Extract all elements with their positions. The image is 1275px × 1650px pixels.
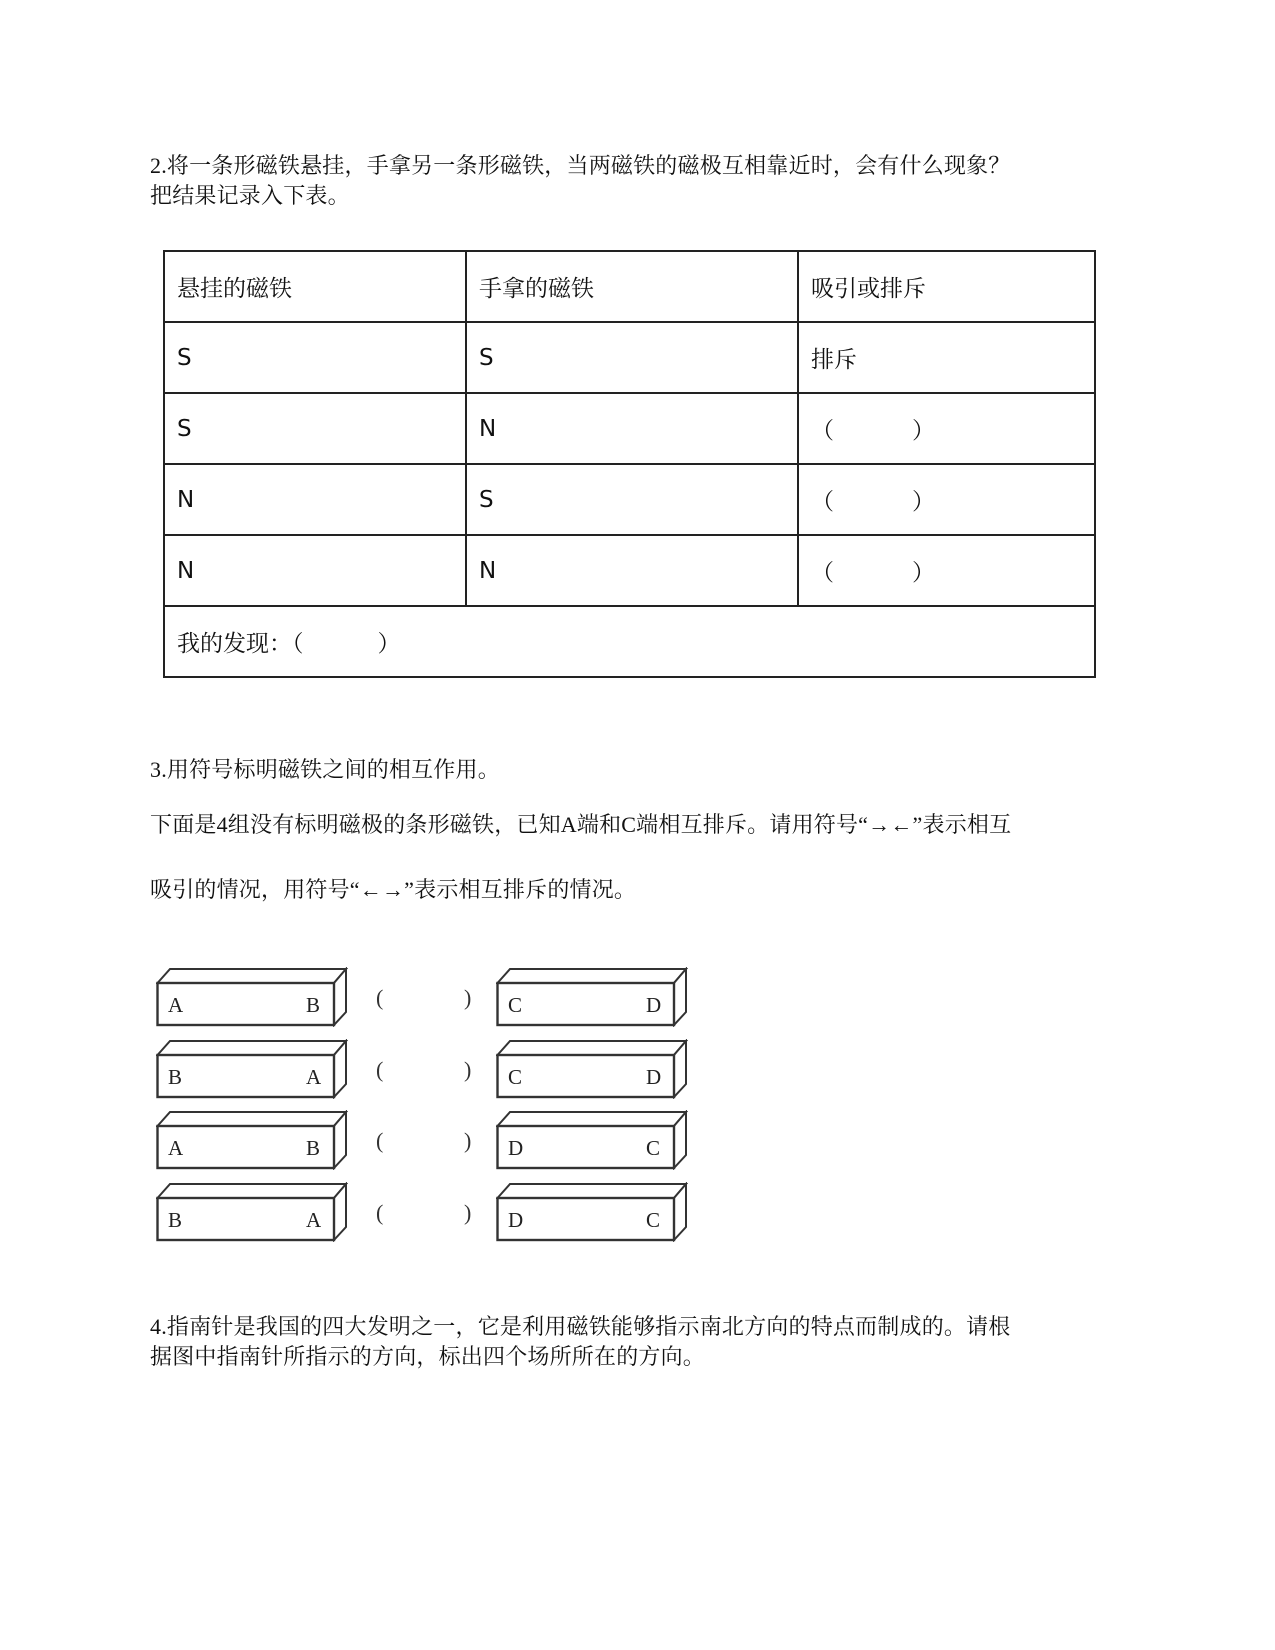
table-row [164,535,1095,606]
q2-text-line2: 把结果记录入下表。 [150,183,350,208]
cell-result-blank[interactable] [798,464,1095,535]
cell-hanging: N [164,464,466,535]
header-hanging-magnet: 悬挂的磁铁 [164,251,466,322]
q3-title: 3.用符号标明磁铁之间的相互作用。 [150,757,500,782]
pole-label: C [646,1136,661,1160]
bar-magnet-right [496,967,688,1027]
answer-paren-close[interactable]: ) [464,985,472,1010]
cell-hanging: N [164,535,466,606]
pole-label: C [646,1208,661,1232]
cell-handheld: N [466,535,798,606]
pole-label: D [646,993,662,1017]
magnet-pairs-figure [150,960,710,1260]
header-handheld-magnet: 手拿的磁铁 [466,251,798,322]
bar-magnet-left [156,1039,348,1099]
header-attract-or-repel: 吸引或排斥 [798,251,1095,322]
table-row [164,464,1095,535]
paren-close: ） [912,418,935,444]
q4-text-line2: 据图中指南针所指示的方向，标出四个场所所在的方向。 [150,1344,706,1369]
bar-magnet-right [496,1039,688,1099]
pole-label: A [306,1208,322,1232]
bar-magnet-left [156,967,348,1027]
answer-paren-close[interactable]: ) [464,1200,472,1225]
pole-label: A [168,993,184,1017]
table-row [164,322,1095,393]
pole-label: A [306,1065,322,1089]
bar-magnet-left [156,1110,348,1170]
paren-open: （ [811,489,834,515]
cell-result: 排斥 [798,322,1095,393]
answer-paren-close[interactable]: ) [464,1057,472,1082]
answer-paren-open[interactable]: ( [376,1200,384,1225]
magnet-pair-row [150,1110,710,1176]
cell-result-blank[interactable] [798,535,1095,606]
finding-label: 我的发现：（ [177,631,304,657]
magnet-pair-row [150,1039,710,1105]
pole-label: B [306,993,321,1017]
pole-label: B [306,1136,321,1160]
pole-label: D [508,1136,524,1160]
answer-paren-close[interactable]: ) [464,1128,472,1153]
paren-open: （ [811,560,834,586]
finding-close: ） [377,631,401,657]
table-row [164,393,1095,464]
cell-hanging: S [164,393,466,464]
bar-magnet-right [496,1182,688,1242]
answer-paren-open[interactable]: ( [376,1057,384,1082]
pole-label: B [168,1065,183,1089]
magnet-result-table [163,250,1096,678]
magnet-pair-row [150,967,710,1033]
answer-paren-open[interactable]: ( [376,1128,384,1153]
cell-handheld: S [466,464,798,535]
pole-label: A [168,1136,184,1160]
table-finding-row [164,606,1095,677]
cell-handheld: N [466,393,798,464]
magnet-pair-row [150,1182,710,1248]
q4-text-line1: 4.指南针是我国的四大发明之一，它是利用磁铁能够指示南北方向的特点而制成的。请根 [150,1314,1011,1339]
pole-label: D [508,1208,524,1232]
paren-open: （ [811,418,834,444]
paren-close: ） [912,489,935,515]
q3-text-line1: 下面是4组没有标明磁极的条形磁铁，已知A端和C端相互排斥。请用符号“→←”表示相互 [150,812,1012,837]
paren-close: ） [912,560,935,586]
pole-label: C [508,993,523,1017]
cell-result-blank[interactable] [798,393,1095,464]
answer-paren-open[interactable]: ( [376,985,384,1010]
bar-magnet-right [496,1110,688,1170]
table-header-row [164,251,1095,322]
q2-text-line1: 2.将一条形磁铁悬挂，手拿另一条形磁铁，当两磁铁的磁极互相靠近时，会有什么现象？ [150,153,1011,178]
cell-hanging: S [164,322,466,393]
pole-label: D [646,1065,662,1089]
pole-label: B [168,1208,183,1232]
cell-handheld: S [466,322,798,393]
bar-magnet-left [156,1182,348,1242]
finding-cell[interactable] [164,606,1095,677]
q3-text-line2: 吸引的情况，用符号“←→”表示相互排斥的情况。 [150,877,637,902]
pole-label: C [508,1065,523,1089]
